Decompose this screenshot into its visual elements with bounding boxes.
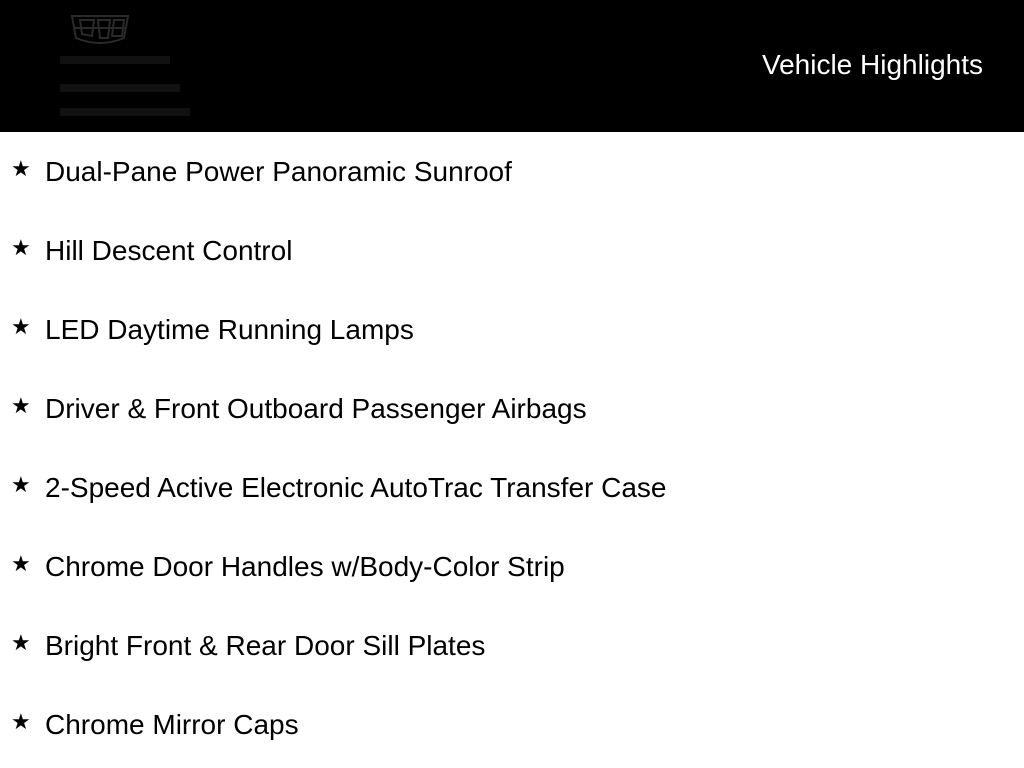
star-icon: ★ bbox=[11, 235, 31, 260]
list-item bbox=[0, 211, 1024, 290]
highlight-label: Bright Front & Rear Door Sill Plates bbox=[45, 630, 486, 661]
highlight-label: Dual-Pane Power Panoramic Sunroof bbox=[45, 156, 512, 187]
list-item bbox=[0, 448, 1024, 527]
list-item bbox=[0, 527, 1024, 606]
star-icon: ★ bbox=[11, 551, 31, 576]
highlight-label: Driver & Front Outboard Passenger Airbags bbox=[45, 393, 587, 424]
highlight-label: LED Daytime Running Lamps bbox=[45, 314, 414, 345]
star-icon: ★ bbox=[11, 709, 31, 734]
star-icon: ★ bbox=[11, 314, 31, 339]
list-item bbox=[0, 685, 1024, 764]
star-icon: ★ bbox=[11, 156, 31, 181]
header-bar bbox=[0, 0, 1024, 132]
list-item bbox=[0, 290, 1024, 369]
highlight-label: Hill Descent Control bbox=[45, 235, 293, 266]
cadillac-crest-icon bbox=[60, 8, 200, 124]
list-item bbox=[0, 132, 1024, 211]
page-title: Vehicle Highlights bbox=[761, 49, 983, 80]
list-item bbox=[0, 369, 1024, 448]
highlight-label: Chrome Mirror Caps bbox=[45, 709, 299, 740]
star-icon: ★ bbox=[11, 630, 31, 655]
highlights-list bbox=[0, 132, 1024, 764]
highlight-label: 2-Speed Active Electronic AutoTrac Transfer Case bbox=[45, 472, 667, 503]
star-icon: ★ bbox=[11, 472, 31, 497]
highlight-label: Chrome Door Handles w/Body-Color Strip bbox=[45, 551, 565, 582]
star-icon: ★ bbox=[11, 393, 31, 418]
list-item bbox=[0, 606, 1024, 685]
